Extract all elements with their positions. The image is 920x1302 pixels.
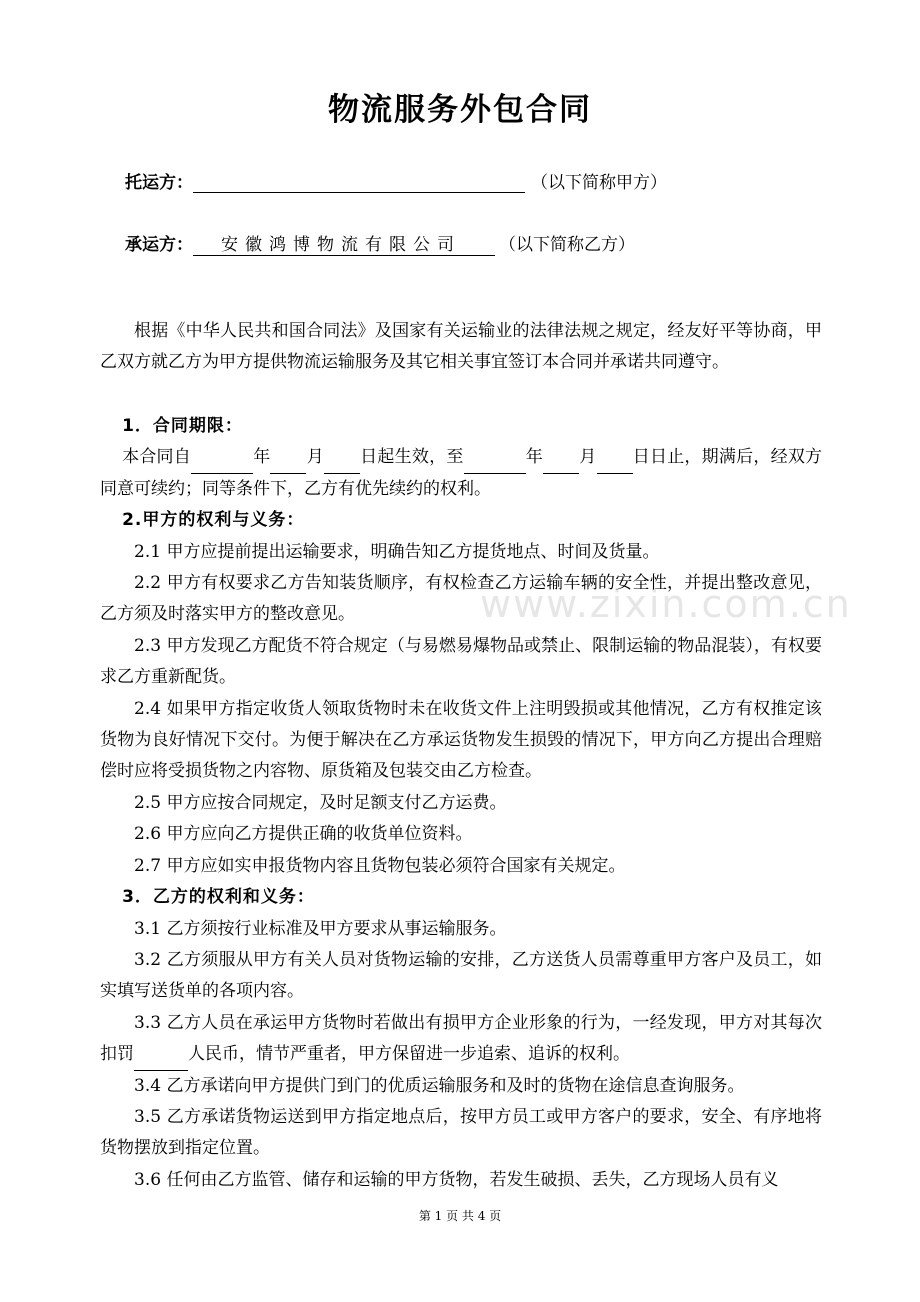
intro-section [100, 316, 822, 379]
section-2-item: 2.4 如果甲方指定收货人领取货物时未在收货文件上注明毁损或其他情况，乙方有权推定该货物为良好情况下交付。为便于解决在乙方承运货物发生损毁的情况下，甲方向乙方提出合理赔偿时应将受损货物之内容物、原货箱及包装交由乙方检查。 [100, 698, 822, 782]
shipper-suffix: （以下简称甲方） [531, 173, 667, 193]
shipper-line [125, 168, 667, 193]
section-2-item: 2.7 甲方应如实申报货物内容且货物包装必须符合国家有关规定。 [134, 855, 626, 876]
contract-body [100, 411, 822, 1196]
carrier-label: 承运方： [125, 235, 193, 255]
section-2-item: 2.6 甲方应向乙方提供正确的收货单位资料。 [134, 824, 473, 845]
section-3-item: 3.2 乙方须服从甲方有关人员对货物运输的安排，乙方送货人员需尊重甲方客户及员工，如实填写送货单的各项内容。 [100, 949, 822, 1002]
section-2-item: 2.5 甲方应按合同规定，及时足额支付乙方运费。 [134, 792, 507, 813]
section-3-item: 3.5 乙方承诺货物运送到甲方指定地点后，按甲方员工或甲方客户的要求，安全、有序地将货物摆放到指定位置。 [100, 1106, 822, 1159]
section-3-item: 3.4 乙方承诺向甲方提供门到门的优质运输服务和及时的货物在途信息查询服务。 [134, 1075, 745, 1096]
intro-paragraph: 根据《中华人民共和国合同法》及国家有关运输业的法律法规之规定，经友好平等协商，甲乙双方就乙方为甲方提供物流运输服务及其它相关事宜签订本合同并承诺共同遵守。 [100, 321, 822, 373]
section-3-item: 3.1 乙方须按行业标准及甲方要求从事运输服务。 [134, 918, 507, 939]
section-3-item: 3.3 乙方人员在承运甲方货物时若做出有损甲方企业形象的行为，一经发现，甲方对其每次扣罚 人民币，情节严重者，甲方保留进一步追索、追诉的权利。 [100, 1008, 822, 1071]
shipper-blank [193, 172, 525, 193]
shipper-label: 托运方： [125, 173, 193, 193]
section-2-item: 2.2 甲方有权要求乙方告知装货顺序，有权检查乙方运输车辆的安全性，并提出整改意见，乙方须及时落实甲方的整改意见。 [100, 573, 822, 625]
section-3-heading: 3．乙方的权利和义务： [122, 887, 315, 908]
document-title: 物流服务外包合同 [328, 92, 592, 128]
section-3-item: 3.6 任何由乙方监管、储存和运输的甲方货物，若发生破损、丢失，乙方现场人员有义 [134, 1169, 779, 1190]
section-2-heading: 2.甲方的权利与义务： [122, 510, 305, 531]
section-2-item: 2.1 甲方应提前提出运输要求，明确告知乙方提货地点、时间及货量。 [134, 541, 660, 562]
section-1-paragraph: 本合同自 年 月 日起生效，至 年 月 日日止，期满后，经双方同意可续约；同等条件下，乙方有优先续约的权利。 [100, 447, 823, 499]
carrier-name: 安徽鸿博物流有限公司 [193, 230, 495, 256]
carrier-suffix: （以下简称乙方） [499, 235, 635, 255]
section-1-heading: 1．合同期限： [122, 416, 243, 436]
carrier-line [125, 230, 635, 256]
page-footer: 第 1 页 共 4 页 [418, 1209, 502, 1223]
penalty-blank [134, 1052, 188, 1071]
section-2-item: 2.3 甲方发现乙方配货不符合规定（与易燃易爆物品或禁止、限制运输的物品混装），有权要求乙方重新配货。 [100, 635, 822, 688]
watermark: www.zixin.com.cn [480, 582, 852, 626]
